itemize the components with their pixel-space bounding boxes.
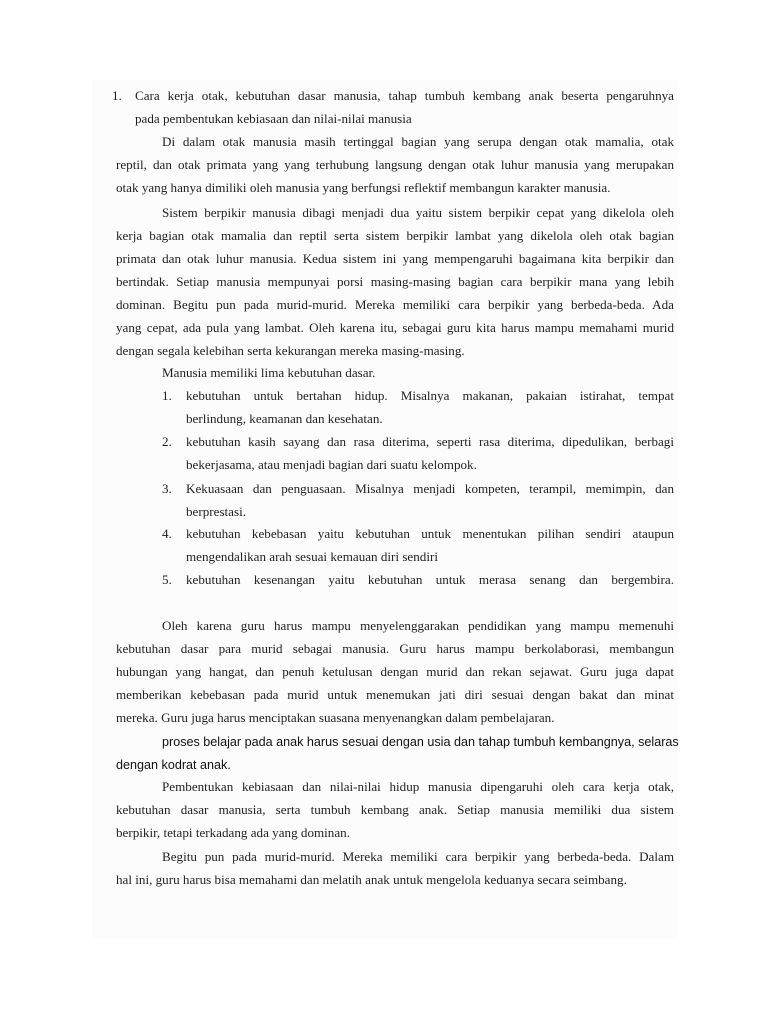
paragraph-5-line: kebutuhan dasar manusia, serta tumbuh kembang anak. Setiap manusia memiliki dua sistem: [116, 802, 674, 817]
list-item-number: 4.: [162, 526, 172, 541]
paragraph-2-line: kerja bagian otak mamalia dan reptil serta sistem berpikir lambat yang dikelola oleh otak bagian: [116, 228, 674, 243]
list-item-line: kebutuhan kasih sayang dan rasa diterima, seperti rasa diterima, dipedulikan, berbagi: [186, 434, 674, 449]
list-item-line: mengendalikan arah sesuai kemauan diri sendiri: [186, 549, 438, 564]
paragraph-2-line: yang cepat, ada pula yang lambat. Oleh karena itu, sebagai guru kita harus mampu memahami murid: [116, 320, 674, 335]
heading-line-1: Cara kerja otak, kebutuhan dasar manusia, tahap tumbuh kembang anak beserta pengaruhnya: [135, 88, 674, 103]
list-item-number: 3.: [162, 481, 172, 496]
list-item-number: 2.: [162, 434, 172, 449]
list-item-line: kebutuhan untuk bertahan hidup. Misalnya makanan, pakaian istirahat, tempat: [186, 388, 674, 403]
paragraph-2-line: bertindak. Setiap manusia mempunyai porsi masing-masing bagian cara berpikir mana yang lebih: [116, 274, 674, 289]
paragraph-1-line: otak yang hanya dimiliki oleh manusia yang berfungsi reflektif membangun karakter manusia.: [116, 180, 611, 195]
paragraph-4-line: dengan kodrat anak.: [116, 758, 231, 772]
list-item-number: 5.: [162, 572, 172, 587]
needs-intro: Manusia memiliki lima kebutuhan dasar.: [162, 365, 376, 380]
paragraph-2-line: primata dan otak luhur manusia. Kedua sistem ini yang mempengaruhi bagaimana kita berpikir dan: [116, 251, 674, 266]
list-item-number: 1.: [162, 388, 172, 403]
paragraph-3-line: memberikan kebebasan pada murid untuk menemukan jati diri sesuai dengan bakat dan minat: [116, 687, 674, 702]
paragraph-2-line: Sistem berpikir manusia dibagi menjadi dua yaitu sistem berpikir cepat yang dikelola oleh: [162, 205, 674, 220]
list-item-line: bekerjasama, atau menjadi bagian dari suatu kelompok.: [186, 457, 477, 472]
paragraph-3-line: Oleh karena guru harus mampu menyelenggarakan pendidikan yang mampu memenuhi: [162, 618, 674, 633]
paragraph-5-line: berpikir, tetapi terkadang ada yang dominan.: [116, 825, 350, 840]
paragraph-6-line: hal ini, guru harus bisa memahami dan melatih anak untuk mengelola keduanya secara seimbang.: [116, 872, 627, 887]
paragraph-2-line: dominan. Begitu pun pada murid-murid. Mereka memiliki cara berpikir yang berbeda-beda. Ada: [116, 297, 674, 312]
list-item-line: kebutuhan kesenangan yaitu kebutuhan untuk merasa senang dan bergembira.: [186, 572, 674, 587]
paragraph-3-line: hubungan yang hangat, dan penuh ketulusan dengan murid dan rekan sejawat. Guru juga dapat: [116, 664, 674, 679]
paragraph-6-line: Begitu pun pada murid-murid. Mereka memiliki cara berpikir yang berbeda-beda. Dalam: [162, 849, 674, 864]
paragraph-5-line: Pembentukan kebiasaan dan nilai-nilai hidup manusia dipengaruhi oleh cara kerja otak,: [162, 779, 674, 794]
paragraph-1-line: Di dalam otak manusia masih tertinggal bagian yang serupa dengan otak mamalia, otak: [162, 134, 674, 149]
list-item-line: berprestasi.: [186, 504, 246, 519]
paragraph-2-line: dengan segala kelebihan serta kekurangan mereka masing-masing.: [116, 343, 465, 358]
paragraph-1-line: reptil, dan otak primata yang yang terhubung langsung dengan otak luhur manusia yang merupakan: [116, 157, 674, 172]
paragraph-4-line: proses belajar pada anak harus sesuai dengan usia dan tahap tumbuh kembangnya, selaras: [162, 735, 679, 749]
paragraph-3-line: kebutuhan dasar para murid sebagai manusia. Guru harus mampu berkolaborasi, membangun: [116, 641, 674, 656]
heading-line-2: pada pembentukan kebiasaan dan nilai-nilai manusia: [135, 111, 412, 126]
list-item-line: berlindung, keamanan dan kesehatan.: [186, 411, 383, 426]
paragraph-3-line: mereka. Guru juga harus menciptakan suasana menyenangkan dalam pembelajaran.: [116, 710, 555, 725]
list-item-line: Kekuasaan dan penguasaan. Misalnya menjadi kompeten, terampil, memimpin, dan: [186, 481, 674, 496]
list-item-line: kebutuhan kebebasan yaitu kebutuhan untuk menentukan pilihan sendiri ataupun: [186, 526, 674, 541]
heading-number: 1.: [112, 88, 122, 103]
